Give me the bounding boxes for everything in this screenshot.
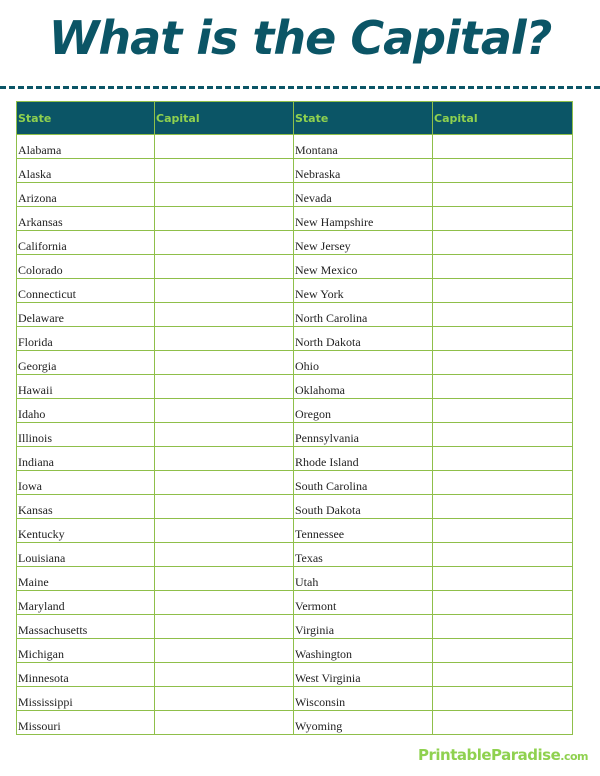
capital-answer-cell-left[interactable] — [155, 447, 294, 471]
brand-domain: .com — [560, 750, 588, 763]
header-state-left: State — [17, 102, 155, 135]
table-row — [17, 303, 573, 327]
capitals-table — [16, 101, 573, 735]
capital-answer-cell-left[interactable] — [155, 375, 294, 399]
table-row — [17, 711, 573, 735]
capital-answer-cell-left[interactable] — [155, 639, 294, 663]
state-cell-right: New York — [294, 279, 433, 303]
capital-answer-cell-left[interactable] — [155, 207, 294, 231]
table-row — [17, 159, 573, 183]
capital-answer-cell-right[interactable] — [433, 399, 573, 423]
table-row — [17, 495, 573, 519]
capital-answer-cell-left[interactable] — [155, 519, 294, 543]
state-cell-left: Hawaii — [17, 375, 155, 399]
capital-answer-cell-left[interactable] — [155, 543, 294, 567]
state-cell-right: New Hampshire — [294, 207, 433, 231]
state-cell-left: Idaho — [17, 399, 155, 423]
state-cell-left: Maine — [17, 567, 155, 591]
table-row — [17, 615, 573, 639]
state-cell-left: Illinois — [17, 423, 155, 447]
state-cell-right: North Carolina — [294, 303, 433, 327]
state-cell-right: South Carolina — [294, 471, 433, 495]
capital-answer-cell-left[interactable] — [155, 567, 294, 591]
capital-answer-cell-left[interactable] — [155, 663, 294, 687]
capital-answer-cell-right[interactable] — [433, 663, 573, 687]
table-row — [17, 279, 573, 303]
state-cell-left: Massachusetts — [17, 615, 155, 639]
state-cell-left: Alabama — [17, 135, 155, 159]
capital-answer-cell-left[interactable] — [155, 615, 294, 639]
capital-answer-cell-left[interactable] — [155, 399, 294, 423]
capital-answer-cell-right[interactable] — [433, 183, 573, 207]
header-capital-right: Capital — [433, 102, 573, 135]
table-row — [17, 135, 573, 159]
table-row — [17, 687, 573, 711]
capital-answer-cell-left[interactable] — [155, 471, 294, 495]
table-header-row — [17, 102, 573, 135]
state-cell-right: Utah — [294, 567, 433, 591]
state-cell-right: Vermont — [294, 591, 433, 615]
brand-name: PrintableParadise — [418, 746, 561, 764]
capital-answer-cell-right[interactable] — [433, 423, 573, 447]
table-row — [17, 639, 573, 663]
capital-answer-cell-right[interactable] — [433, 375, 573, 399]
table-row — [17, 327, 573, 351]
state-cell-left: Connecticut — [17, 279, 155, 303]
state-cell-left: Arizona — [17, 183, 155, 207]
capital-answer-cell-right[interactable] — [433, 159, 573, 183]
state-cell-left: Georgia — [17, 351, 155, 375]
state-cell-left: Michigan — [17, 639, 155, 663]
brand-logo — [418, 746, 588, 764]
state-cell-right: Texas — [294, 543, 433, 567]
table-row — [17, 207, 573, 231]
state-cell-right: Ohio — [294, 351, 433, 375]
state-cell-right: Tennessee — [294, 519, 433, 543]
state-cell-right: Nevada — [294, 183, 433, 207]
capital-answer-cell-right[interactable] — [433, 591, 573, 615]
table-row — [17, 183, 573, 207]
state-cell-left: Missouri — [17, 711, 155, 735]
capital-answer-cell-left[interactable] — [155, 351, 294, 375]
capital-answer-cell-right[interactable] — [433, 687, 573, 711]
capital-answer-cell-right[interactable] — [433, 303, 573, 327]
page-title: What is the Capital? — [48, 11, 552, 65]
state-cell-right: New Jersey — [294, 231, 433, 255]
capital-answer-cell-right[interactable] — [433, 495, 573, 519]
table-row — [17, 663, 573, 687]
table-row — [17, 351, 573, 375]
table-body — [17, 135, 573, 735]
capital-answer-cell-left[interactable] — [155, 687, 294, 711]
capital-answer-cell-left[interactable] — [155, 327, 294, 351]
state-cell-left: Louisiana — [17, 543, 155, 567]
state-cell-left: Delaware — [17, 303, 155, 327]
capital-answer-cell-right[interactable] — [433, 135, 573, 159]
state-cell-right: North Dakota — [294, 327, 433, 351]
capital-answer-cell-right[interactable] — [433, 231, 573, 255]
capital-answer-cell-left[interactable] — [155, 135, 294, 159]
state-cell-left: Kentucky — [17, 519, 155, 543]
state-cell-left: Kansas — [17, 495, 155, 519]
state-cell-right: Pennsylvania — [294, 423, 433, 447]
state-cell-right: Wyoming — [294, 711, 433, 735]
capital-answer-cell-left[interactable] — [155, 423, 294, 447]
state-cell-right: New Mexico — [294, 255, 433, 279]
state-cell-right: Oregon — [294, 399, 433, 423]
state-cell-right: Virginia — [294, 615, 433, 639]
state-cell-right: Nebraska — [294, 159, 433, 183]
state-cell-left: Alaska — [17, 159, 155, 183]
header-capital-left: Capital — [155, 102, 294, 135]
table-row — [17, 567, 573, 591]
capital-answer-cell-right[interactable] — [433, 519, 573, 543]
table-row — [17, 471, 573, 495]
capital-answer-cell-right[interactable] — [433, 207, 573, 231]
state-cell-left: Iowa — [17, 471, 155, 495]
capital-answer-cell-left[interactable] — [155, 303, 294, 327]
capital-answer-cell-left[interactable] — [155, 279, 294, 303]
capital-answer-cell-left[interactable] — [155, 183, 294, 207]
capital-answer-cell-right[interactable] — [433, 639, 573, 663]
table-row — [17, 543, 573, 567]
capital-answer-cell-left[interactable] — [155, 159, 294, 183]
capital-answer-cell-right[interactable] — [433, 471, 573, 495]
capital-answer-cell-left[interactable] — [155, 495, 294, 519]
capital-answer-cell-left[interactable] — [155, 231, 294, 255]
table-row — [17, 399, 573, 423]
capital-answer-cell-right[interactable] — [433, 567, 573, 591]
table-row — [17, 255, 573, 279]
capital-answer-cell-right[interactable] — [433, 279, 573, 303]
capital-answer-cell-right[interactable] — [433, 615, 573, 639]
table-row — [17, 519, 573, 543]
table-row — [17, 375, 573, 399]
state-cell-left: Mississippi — [17, 687, 155, 711]
capital-answer-cell-right[interactable] — [433, 351, 573, 375]
state-cell-left: Maryland — [17, 591, 155, 615]
capital-answer-cell-right[interactable] — [433, 447, 573, 471]
capital-answer-cell-right[interactable] — [433, 543, 573, 567]
table-row — [17, 423, 573, 447]
state-cell-right: Oklahoma — [294, 375, 433, 399]
state-cell-right: Washington — [294, 639, 433, 663]
state-cell-left: Colorado — [17, 255, 155, 279]
capital-answer-cell-left[interactable] — [155, 711, 294, 735]
table-row — [17, 591, 573, 615]
state-cell-left: Indiana — [17, 447, 155, 471]
capital-answer-cell-left[interactable] — [155, 591, 294, 615]
capital-answer-cell-right[interactable] — [433, 255, 573, 279]
dashed-divider — [0, 86, 600, 89]
table-row — [17, 231, 573, 255]
state-cell-left: Florida — [17, 327, 155, 351]
table-row — [17, 447, 573, 471]
state-cell-right: Montana — [294, 135, 433, 159]
capital-answer-cell-right[interactable] — [433, 327, 573, 351]
state-cell-left: Minnesota — [17, 663, 155, 687]
capital-answer-cell-right[interactable] — [433, 711, 573, 735]
state-cell-left: California — [17, 231, 155, 255]
header-state-right: State — [294, 102, 433, 135]
state-cell-right: West Virginia — [294, 663, 433, 687]
capital-answer-cell-left[interactable] — [155, 255, 294, 279]
state-cell-right: South Dakota — [294, 495, 433, 519]
state-cell-right: Wisconsin — [294, 687, 433, 711]
state-cell-left: Arkansas — [17, 207, 155, 231]
state-cell-right: Rhode Island — [294, 447, 433, 471]
